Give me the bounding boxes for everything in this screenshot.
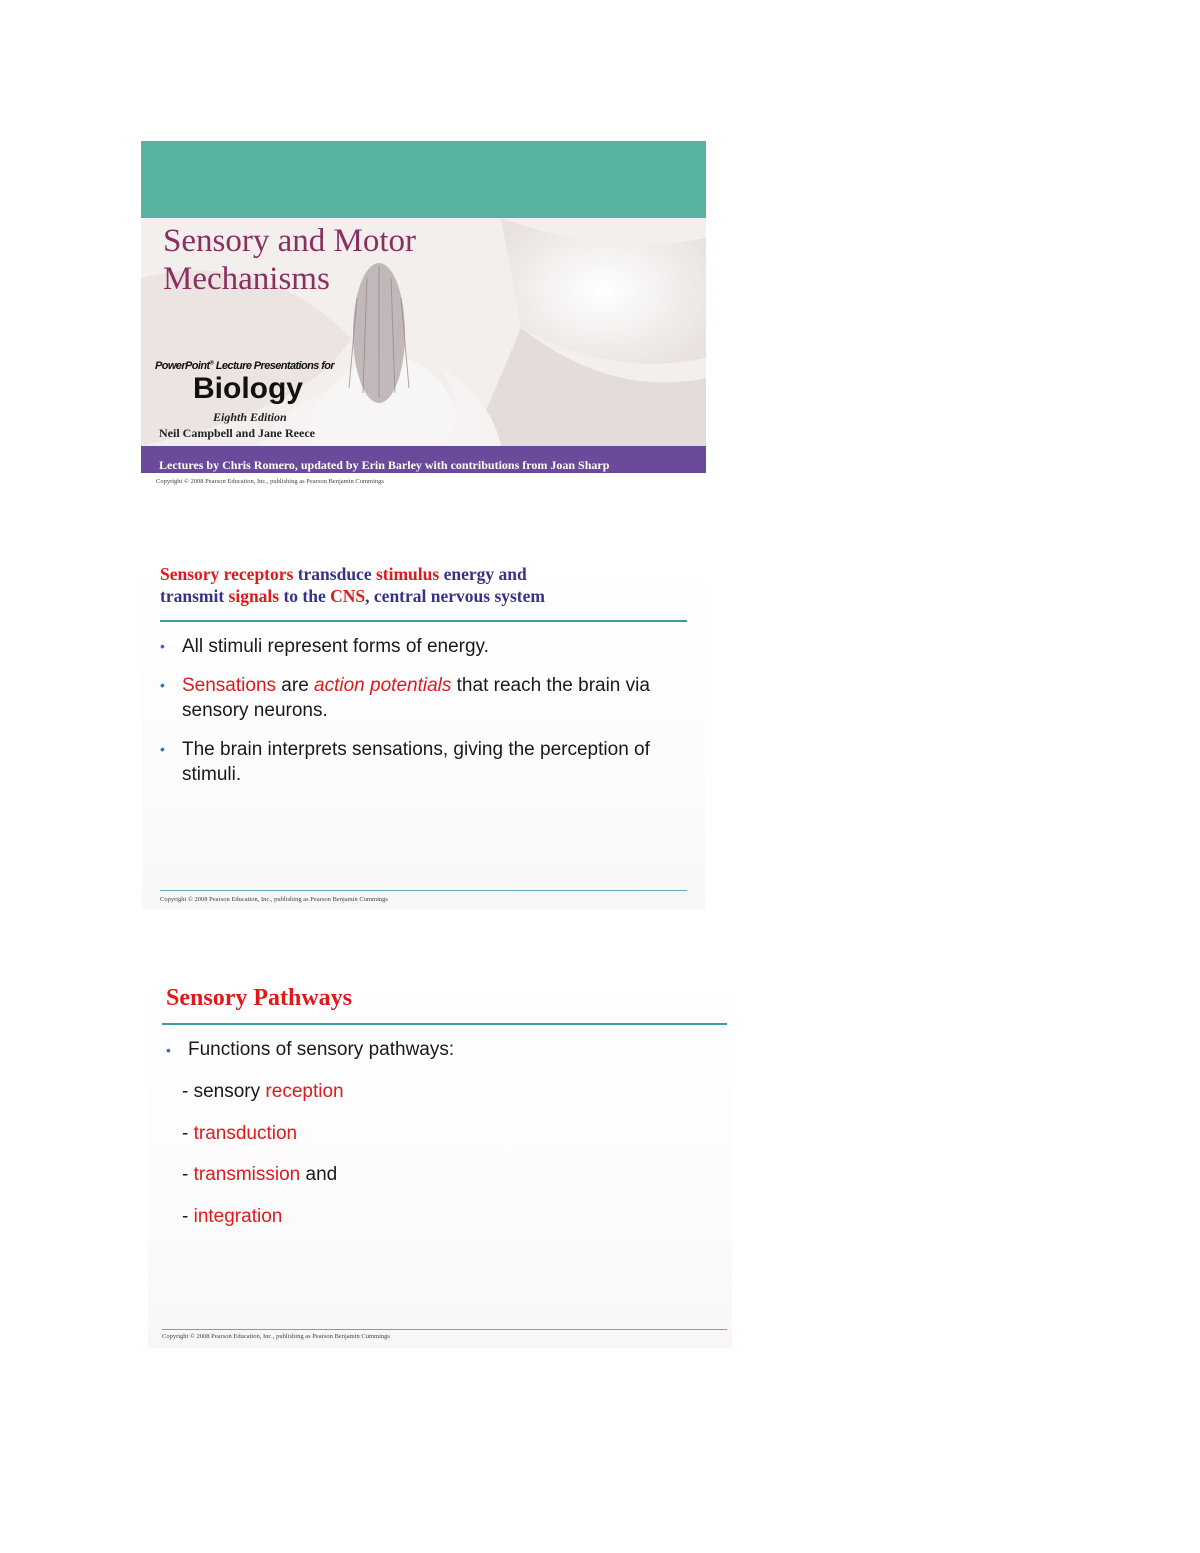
title-top-band bbox=[141, 141, 706, 218]
footer-divider bbox=[160, 890, 687, 891]
heading-word: transmit bbox=[160, 586, 229, 606]
heading-word: to the bbox=[279, 586, 331, 606]
slide2-heading bbox=[160, 563, 545, 607]
sub-item-term: reception bbox=[265, 1081, 344, 1102]
bullet-icon: • bbox=[160, 638, 165, 654]
sub-item-text: - bbox=[182, 1206, 194, 1227]
bullet-text: Functions of sensory pathways: bbox=[188, 1039, 455, 1060]
title-line-1: Sensory and Motor bbox=[163, 223, 416, 259]
registered-mark: ® bbox=[209, 360, 214, 367]
presentation-title bbox=[163, 222, 416, 298]
bullet-icon: • bbox=[160, 741, 165, 757]
sub-item-text: and bbox=[300, 1164, 338, 1185]
bullet-text: All stimuli represent forms of energy. bbox=[182, 636, 489, 657]
sensory-pathways-slide bbox=[148, 968, 732, 1348]
heading-word: , central nervous system bbox=[365, 586, 545, 606]
edition-label: Eighth Edition bbox=[213, 410, 287, 424]
bullet-item bbox=[166, 1036, 706, 1064]
sub-item-text: - bbox=[182, 1164, 194, 1185]
title-line-2: Mechanisms bbox=[163, 261, 330, 297]
sub-item-term: transmission bbox=[193, 1164, 301, 1185]
slide1-copyright: Copyright © 2008 Pearson Education, Inc., publishing as Pearson Benjamin Cummings bbox=[156, 478, 384, 485]
heading-word: signals bbox=[228, 586, 280, 606]
sensory-receptors-slide bbox=[142, 548, 705, 910]
bullet-icon: • bbox=[160, 677, 165, 693]
bullet-text: that reach the brain via sensory neurons. bbox=[182, 675, 650, 721]
bullet-text: Sensations bbox=[182, 675, 277, 696]
footer-divider bbox=[162, 1329, 727, 1330]
sub-item-text: - sensory bbox=[182, 1081, 266, 1102]
slide2-copyright: Copyright © 2008 Pearson Education, Inc., publishing as Pearson Benjamin Cummings bbox=[160, 896, 388, 903]
sub-item bbox=[182, 1161, 337, 1189]
authors-label: Neil Campbell and Jane Reece bbox=[159, 426, 315, 440]
bullet-item bbox=[160, 737, 680, 787]
powerpoint-label bbox=[155, 360, 334, 372]
heading-word: Sensory receptors bbox=[160, 564, 294, 584]
bullet-text: are bbox=[276, 675, 315, 696]
powerpoint-rest: Lecture Presentations for bbox=[213, 360, 335, 372]
sub-item-term: integration bbox=[193, 1206, 283, 1227]
heading-divider bbox=[162, 1023, 727, 1025]
slide3-copyright: Copyright © 2008 Pearson Education, Inc., publishing as Pearson Benjamin Cummings bbox=[162, 1333, 390, 1340]
bullet-text: action potentials bbox=[314, 675, 452, 696]
powerpoint-word: PowerPoint bbox=[155, 360, 210, 372]
slide3-heading: Sensory Pathways bbox=[166, 985, 353, 1011]
bullet-text: The brain interprets sensations, giving the perception of stimuli. bbox=[182, 739, 650, 785]
sub-item bbox=[182, 1120, 297, 1148]
title-slide bbox=[141, 141, 706, 473]
heading-divider bbox=[160, 620, 687, 622]
sub-item-term: transduction bbox=[193, 1123, 298, 1144]
heading-word: energy and bbox=[439, 564, 527, 584]
slide3-bullet-list bbox=[166, 1036, 706, 1064]
heading-word: stimulus bbox=[375, 564, 440, 584]
bullet-item bbox=[160, 634, 680, 659]
sub-item bbox=[182, 1078, 344, 1106]
bullet-item bbox=[160, 673, 680, 723]
book-title: Biology bbox=[193, 372, 303, 405]
slide2-bullet-list bbox=[160, 634, 680, 801]
sub-item-text: - bbox=[182, 1123, 194, 1144]
bullet-icon: • bbox=[166, 1042, 171, 1058]
heading-word: CNS bbox=[330, 586, 366, 606]
heading-word: transduce bbox=[293, 564, 376, 584]
lectures-credit: Lectures by Chris Romero, updated by Erin Barley with contributions from Joan Sharp bbox=[159, 458, 610, 472]
sub-item bbox=[182, 1203, 282, 1231]
